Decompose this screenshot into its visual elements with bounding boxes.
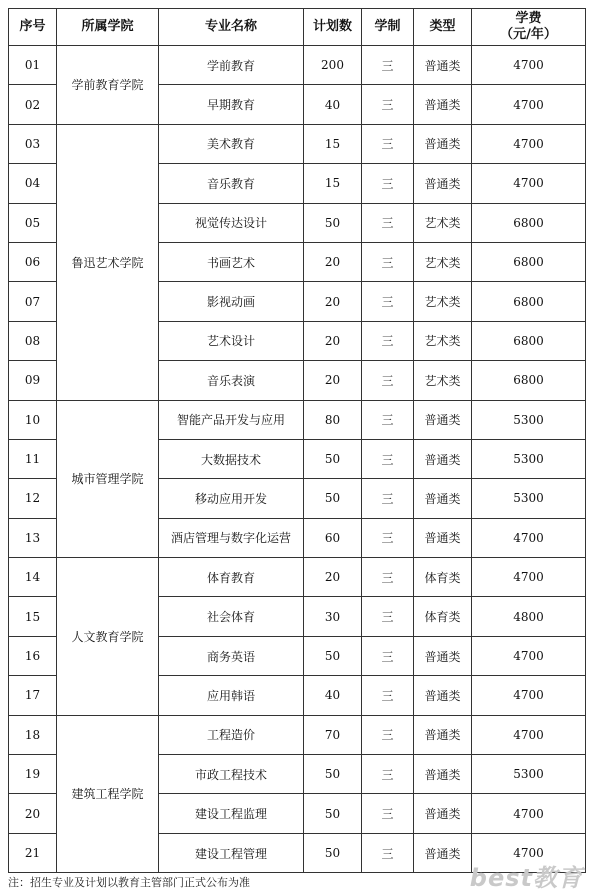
cell-duration: 三 [362,676,414,715]
cell-category: 艺术类 [414,242,472,281]
cell-duration: 三 [362,361,414,400]
cell-duration: 三 [362,636,414,675]
cell-fee: 6800 [472,282,586,321]
cell-major: 建设工程管理 [159,833,304,872]
cell-duration: 三 [362,715,414,754]
cell-college: 城市管理学院 [57,400,159,558]
cell-major: 学前教育 [159,46,304,85]
cell-duration: 三 [362,242,414,281]
cell-fee: 5300 [472,479,586,518]
header-fee-unit: （元/年） [500,27,557,42]
cell-major: 酒店管理与数字化运营 [159,518,304,557]
cell-duration: 三 [362,755,414,794]
cell-seq: 15 [9,597,57,636]
cell-seq: 14 [9,558,57,597]
cell-seq: 16 [9,636,57,675]
cell-fee: 6800 [472,321,586,360]
cell-category: 普通类 [414,794,472,833]
cell-duration: 三 [362,558,414,597]
cell-seq: 03 [9,124,57,163]
cell-major: 应用韩语 [159,676,304,715]
cell-duration: 三 [362,85,414,124]
table-row [9,46,586,85]
cell-major: 大数据技术 [159,439,304,478]
cell-category: 艺术类 [414,203,472,242]
cell-quota: 50 [304,636,362,675]
cell-fee: 5300 [472,439,586,478]
cell-fee: 4700 [472,676,586,715]
cell-college: 学前教育学院 [57,46,159,125]
cell-college: 建筑工程学院 [57,715,159,873]
cell-category: 普通类 [414,755,472,794]
cell-fee: 6800 [472,242,586,281]
cell-major: 音乐教育 [159,164,304,203]
header-quota: 计划数 [304,9,362,46]
cell-major: 影视动画 [159,282,304,321]
cell-seq: 17 [9,676,57,715]
cell-quota: 50 [304,794,362,833]
cell-duration: 三 [362,794,414,833]
cell-duration: 三 [362,597,414,636]
cell-quota: 50 [304,203,362,242]
cell-fee: 6800 [472,361,586,400]
cell-college: 人文教育学院 [57,558,159,716]
cell-quota: 20 [304,282,362,321]
cell-quota: 30 [304,597,362,636]
cell-category: 艺术类 [414,282,472,321]
cell-major: 美术教育 [159,124,304,163]
cell-category: 普通类 [414,164,472,203]
cell-fee: 4700 [472,164,586,203]
cell-duration: 三 [362,203,414,242]
cell-seq: 20 [9,794,57,833]
cell-major: 建设工程监理 [159,794,304,833]
header-fee [472,9,586,46]
cell-seq: 21 [9,833,57,872]
header-fee-label: 学费 [515,11,542,26]
cell-fee: 4700 [472,124,586,163]
cell-fee: 4700 [472,85,586,124]
cell-category: 体育类 [414,558,472,597]
cell-quota: 20 [304,558,362,597]
cell-quota: 15 [304,164,362,203]
cell-quota: 20 [304,242,362,281]
cell-quota: 50 [304,479,362,518]
cell-major: 社会体育 [159,597,304,636]
cell-major: 早期教育 [159,85,304,124]
cell-category: 艺术类 [414,361,472,400]
cell-duration: 三 [362,400,414,439]
cell-quota: 50 [304,833,362,872]
cell-seq: 09 [9,361,57,400]
header-duration: 学制 [362,9,414,46]
cell-category: 普通类 [414,124,472,163]
cell-category: 普通类 [414,439,472,478]
cell-category: 普通类 [414,479,472,518]
cell-seq: 06 [9,242,57,281]
cell-duration: 三 [362,479,414,518]
cell-quota: 50 [304,439,362,478]
cell-fee: 4800 [472,597,586,636]
cell-category: 普通类 [414,676,472,715]
cell-fee: 5300 [472,400,586,439]
cell-fee: 6800 [472,203,586,242]
header-seq: 序号 [9,9,57,46]
cell-seq: 08 [9,321,57,360]
cell-seq: 13 [9,518,57,557]
cell-seq: 01 [9,46,57,85]
cell-major: 音乐表演 [159,361,304,400]
cell-seq: 02 [9,85,57,124]
cell-category: 普通类 [414,400,472,439]
cell-duration: 三 [362,282,414,321]
header-major: 专业名称 [159,9,304,46]
cell-seq: 12 [9,479,57,518]
table-row [9,558,586,597]
cell-major: 工程造价 [159,715,304,754]
cell-fee: 4700 [472,636,586,675]
cell-fee: 4700 [472,46,586,85]
header-college: 所属学院 [57,9,159,46]
cell-duration: 三 [362,321,414,360]
cell-quota: 40 [304,85,362,124]
cell-major: 艺术设计 [159,321,304,360]
cell-fee: 4700 [472,518,586,557]
header-category: 类型 [414,9,472,46]
cell-category: 普通类 [414,715,472,754]
cell-fee: 4700 [472,715,586,754]
cell-duration: 三 [362,164,414,203]
cell-seq: 10 [9,400,57,439]
cell-seq: 11 [9,439,57,478]
cell-quota: 50 [304,755,362,794]
cell-major: 市政工程技术 [159,755,304,794]
cell-fee: 4700 [472,558,586,597]
table-row [9,715,586,754]
cell-category: 体育类 [414,597,472,636]
cell-fee: 4700 [472,833,586,872]
cell-major: 智能产品开发与应用 [159,400,304,439]
cell-major: 视觉传达设计 [159,203,304,242]
cell-category: 普通类 [414,85,472,124]
cell-duration: 三 [362,833,414,872]
table-row [9,124,586,163]
cell-seq: 04 [9,164,57,203]
cell-category: 艺术类 [414,321,472,360]
cell-fee: 4700 [472,794,586,833]
cell-duration: 三 [362,518,414,557]
cell-major: 商务英语 [159,636,304,675]
cell-duration: 三 [362,439,414,478]
cell-duration: 三 [362,124,414,163]
enrollment-plan-table [8,8,586,873]
cell-seq: 18 [9,715,57,754]
cell-major: 体育教育 [159,558,304,597]
cell-quota: 80 [304,400,362,439]
footnote: 注：招生专业及计划以教育主管部门正式公布为准 [8,876,250,889]
cell-category: 普通类 [414,833,472,872]
cell-duration: 三 [362,46,414,85]
table-header-row [9,9,586,46]
cell-major: 书画艺术 [159,242,304,281]
cell-major: 移动应用开发 [159,479,304,518]
cell-quota: 20 [304,361,362,400]
cell-college: 鲁迅艺术学院 [57,124,159,400]
table-body [9,46,586,873]
cell-quota: 40 [304,676,362,715]
cell-seq: 07 [9,282,57,321]
cell-quota: 60 [304,518,362,557]
table-row [9,400,586,439]
cell-fee: 5300 [472,755,586,794]
cell-category: 普通类 [414,636,472,675]
cell-category: 普通类 [414,46,472,85]
cell-quota: 200 [304,46,362,85]
cell-quota: 70 [304,715,362,754]
cell-seq: 19 [9,755,57,794]
cell-category: 普通类 [414,518,472,557]
cell-seq: 05 [9,203,57,242]
watermark-logo: best教育 [469,864,583,892]
cell-quota: 15 [304,124,362,163]
cell-quota: 20 [304,321,362,360]
